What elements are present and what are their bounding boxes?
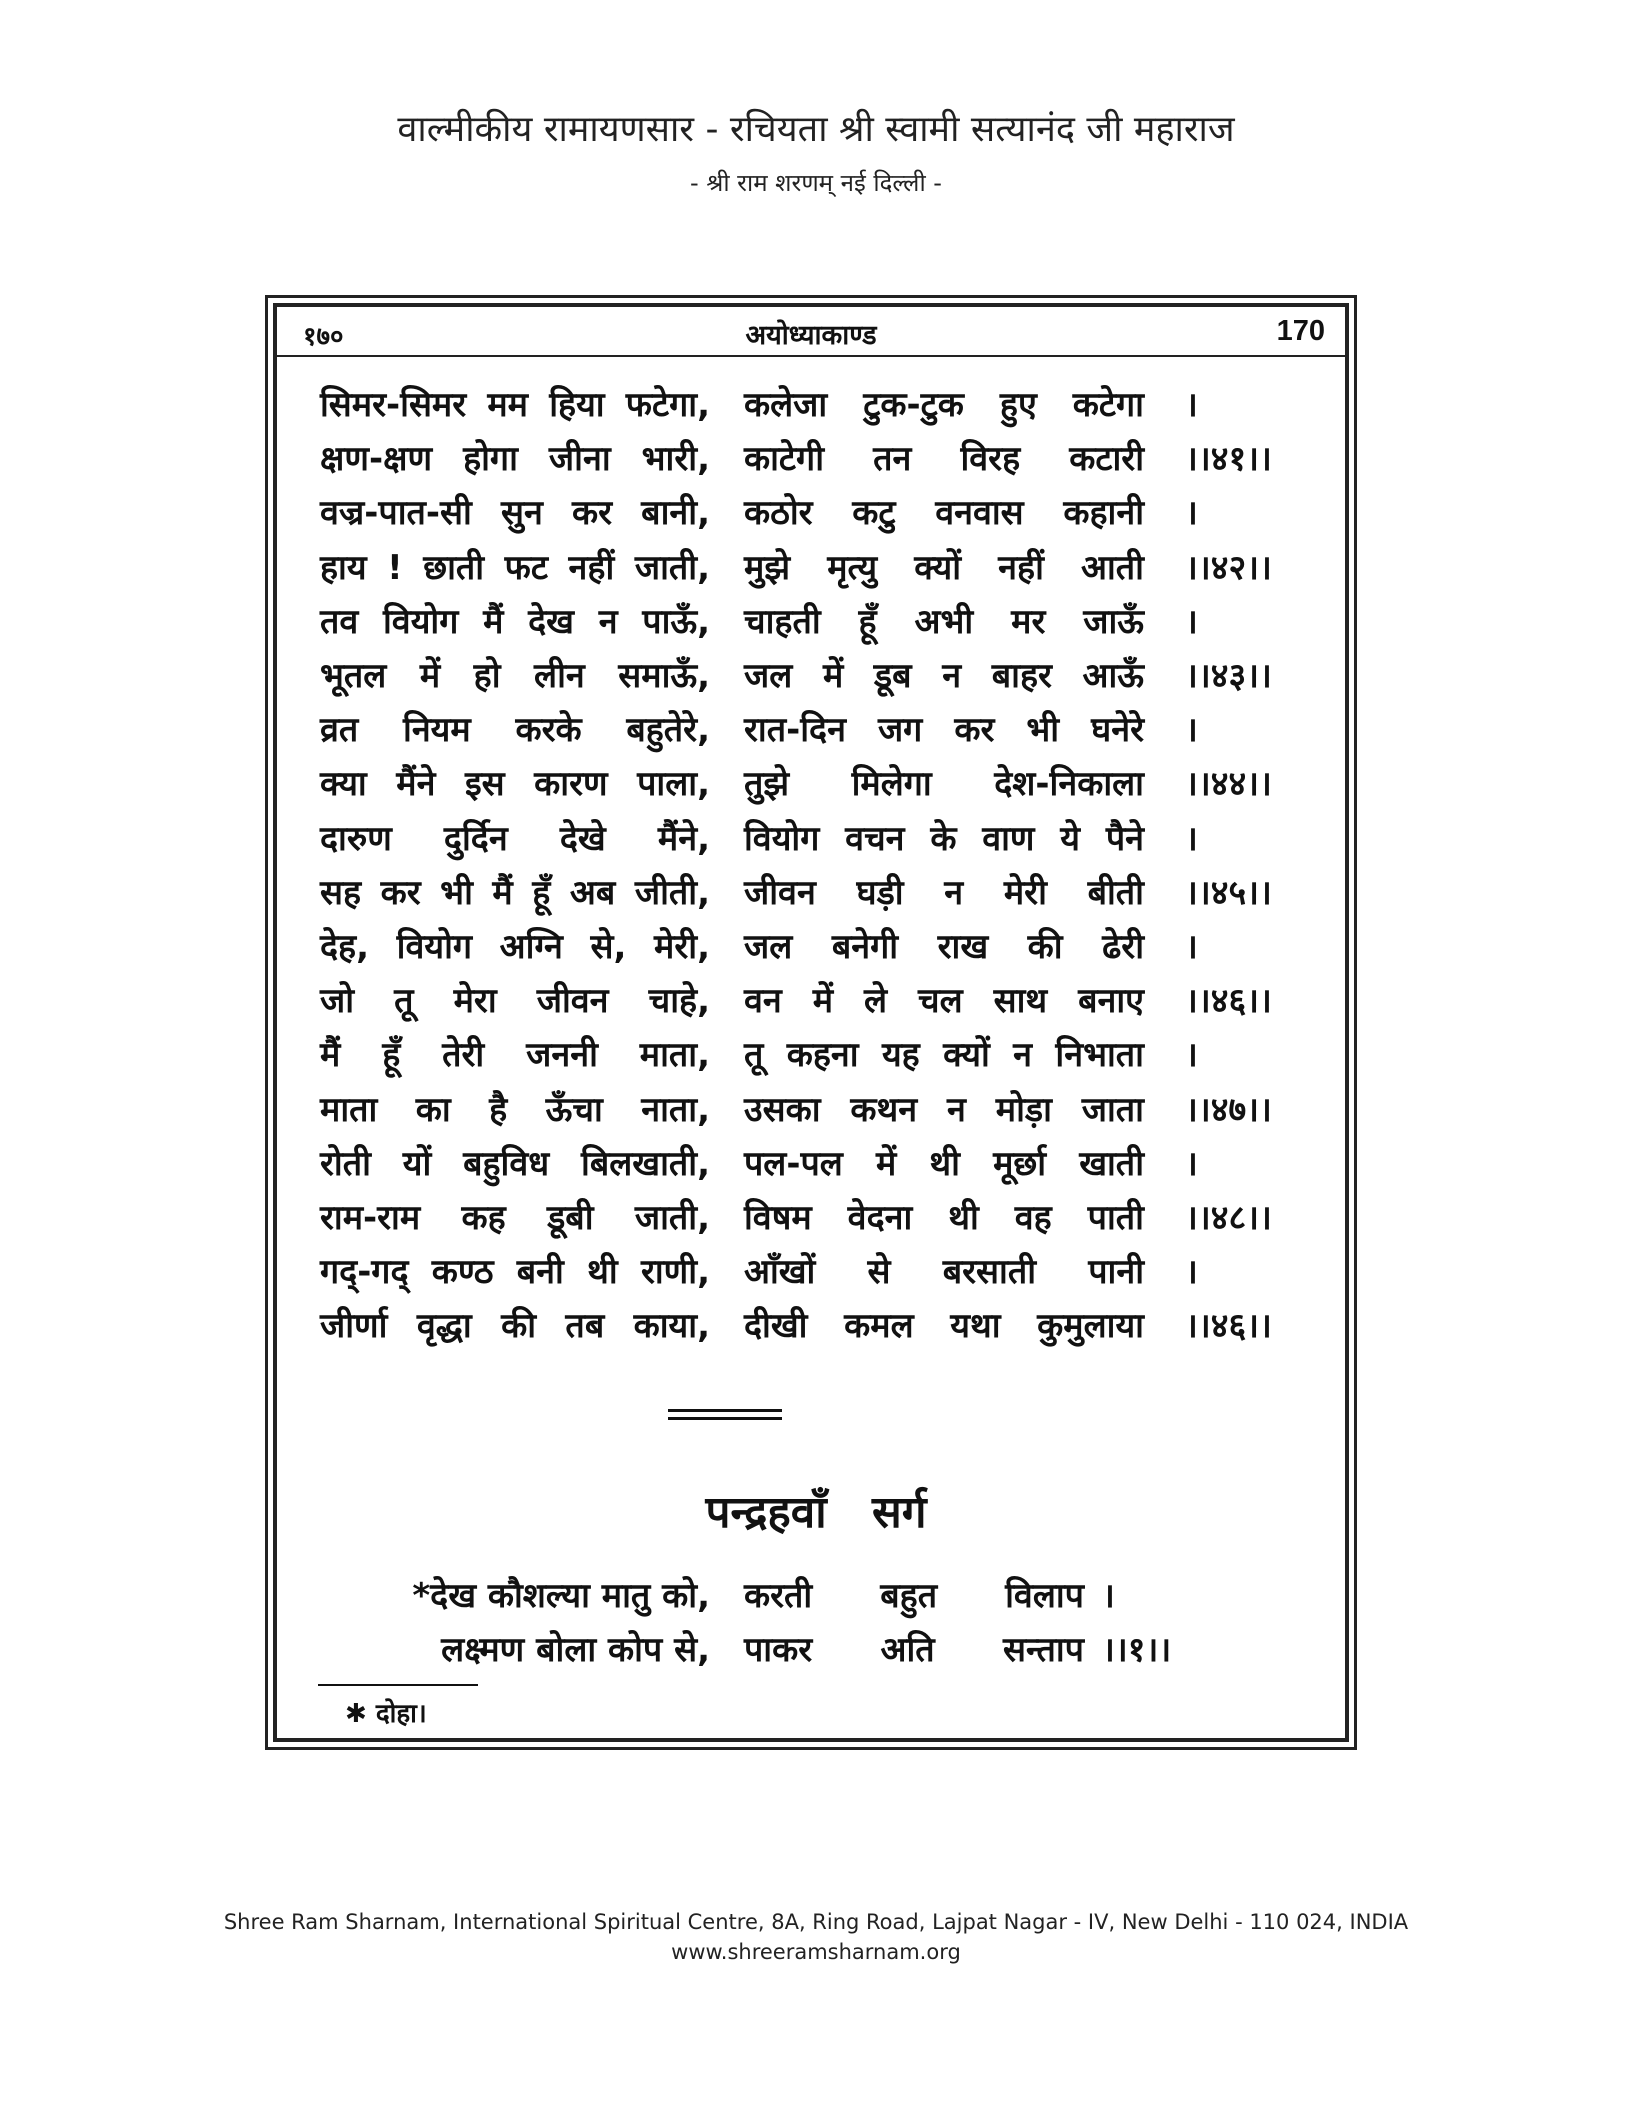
verse-second-half: मुझे मृत्यु क्यों नहीं आती bbox=[744, 547, 1144, 588]
verse-second-half: जल बनेगी राख की ढेरी bbox=[744, 927, 1144, 967]
doha-end-mark: ।।१।। bbox=[1102, 1630, 1172, 1670]
verse-line bbox=[0, 486, 1632, 540]
verse-line bbox=[0, 541, 1632, 595]
verse-second-half: वन में ले चल साथ बनाए bbox=[744, 981, 1144, 1022]
verse-end-mark: ।।४६।। bbox=[1185, 981, 1272, 1022]
verse-end-mark: ।।४७।। bbox=[1185, 1089, 1272, 1130]
verse-line bbox=[0, 595, 1632, 649]
publisher-subtitle: - श्री राम शरणम् नई दिल्ली - bbox=[690, 169, 942, 197]
verse-first-half: क्षण-क्षण होगा जीना भारी, bbox=[320, 439, 710, 480]
doha-second-half: करती बहुत विलाप bbox=[744, 1576, 1084, 1616]
footnote-rule bbox=[318, 1684, 478, 1686]
verse-first-half: माता का है ऊँचा नाता, bbox=[320, 1089, 710, 1130]
verse-second-half: उसका कथन न मोड़ा जाता bbox=[744, 1089, 1144, 1130]
verse-first-half: वज्र-पात-सी सुन कर बानी, bbox=[320, 493, 710, 534]
verse-end-mark: । bbox=[1185, 385, 1198, 425]
verse-second-half: रात-दिन जग कर भी घनेरे bbox=[744, 710, 1144, 751]
verse-first-half: क्या मैंने इस कारण पाला, bbox=[320, 764, 710, 805]
verse-end-mark: । bbox=[1185, 1143, 1198, 1184]
verse-first-half: जो तू मेरा जीवन चाहे, bbox=[320, 981, 710, 1022]
verse-end-mark: । bbox=[1185, 1035, 1198, 1076]
doha-line bbox=[0, 1622, 1632, 1678]
sarga-title: पन्द्रहवाँ सर्ग bbox=[705, 1487, 927, 1538]
verse-first-half: देह, वियोग अग्नि से, मेरी, bbox=[320, 927, 710, 967]
verse-line bbox=[0, 649, 1632, 703]
doha-end-mark: । bbox=[1102, 1576, 1115, 1616]
verse-end-mark: । bbox=[1185, 1252, 1198, 1293]
verse-first-half: तव वियोग मैं देख न पाऊँ, bbox=[320, 601, 710, 642]
verse-first-half: सिमर-सिमर मम हिया फटेगा, bbox=[320, 385, 710, 425]
verse-first-half: राम-राम कह डूबी जाती, bbox=[320, 1198, 710, 1238]
verse-second-half: दीखी कमल यथा कुमुलाया bbox=[744, 1306, 1144, 1347]
page-number-devanagari: १७० bbox=[303, 322, 344, 352]
verse-end-mark: ।।४२।। bbox=[1185, 547, 1272, 588]
doha-first-half: लक्ष्मण बोला कोप से, bbox=[441, 1630, 710, 1670]
verse-line bbox=[0, 1083, 1632, 1137]
verse-second-half: कठोर कटु वनवास कहानी bbox=[744, 493, 1144, 534]
doha-line bbox=[0, 1568, 1632, 1624]
verse-line bbox=[0, 1299, 1632, 1353]
verse-first-half: जीर्णा वृद्धा की तब काया, bbox=[320, 1306, 710, 1347]
page-number: 170 bbox=[1276, 315, 1325, 347]
verse-line bbox=[0, 866, 1632, 920]
page-header-bar bbox=[277, 307, 1345, 357]
verse-end-mark: । bbox=[1185, 493, 1198, 534]
verse-line bbox=[0, 757, 1632, 811]
verse-end-mark: । bbox=[1185, 601, 1198, 642]
verse-second-half: जीवन घड़ी न मेरी बीती bbox=[744, 872, 1144, 913]
verse-line bbox=[0, 1191, 1632, 1245]
doha-first-half: *देख कौशल्या मातु को, bbox=[412, 1576, 710, 1616]
section-title: अयोध्याकाण्ड bbox=[745, 320, 877, 351]
verse-second-half: आँखों से बरसाती पानी bbox=[744, 1252, 1144, 1293]
verse-second-half: तू कहना यह क्यों न निभाता bbox=[744, 1035, 1144, 1076]
verse-end-mark: ।।४५।। bbox=[1185, 872, 1272, 913]
verse-first-half: दारुण दुर्दिन देखे मैंने, bbox=[320, 818, 710, 859]
verse-line bbox=[0, 1137, 1632, 1191]
verse-end-mark: । bbox=[1185, 710, 1198, 751]
verse-end-mark: ।।४६।। bbox=[1185, 1306, 1272, 1347]
verse-second-half: वियोग वचन के वाण ये पैने bbox=[744, 818, 1144, 859]
verse-second-half: विषम वेदना थी वह पाती bbox=[744, 1198, 1144, 1238]
book-title: वाल्मीकीय रामायणसार - रचियता श्री स्वामी सत्यानंद जी महाराज bbox=[397, 109, 1235, 150]
verse-second-half: कलेजा टुक-टुक हुए कटेगा bbox=[744, 385, 1144, 425]
verse-line bbox=[0, 703, 1632, 757]
verse-line bbox=[0, 1245, 1632, 1299]
verse-end-mark: ।।४१।। bbox=[1185, 439, 1272, 480]
footnote: ✱ दोहा। bbox=[345, 1699, 427, 1729]
verse-line bbox=[0, 1028, 1632, 1082]
footer-website: www.shreeramsharnam.org bbox=[671, 1940, 961, 1964]
verse-first-half: हाय ! छाती फट नहीं जाती, bbox=[320, 547, 710, 588]
footer-address: Shree Ram Sharnam, International Spiritual Centre, 8A, Ring Road, Lajpat Nagar - IV, New Delhi - 110 024, INDIA bbox=[223, 1910, 1409, 1934]
verse-line bbox=[0, 812, 1632, 866]
verse-end-mark: । bbox=[1185, 818, 1198, 859]
verse-first-half: सह कर भी मैं हूँ अब जीती, bbox=[320, 872, 710, 913]
verse-first-half: व्रत नियम करके बहुतेरे, bbox=[320, 710, 710, 751]
verse-line bbox=[0, 920, 1632, 974]
verse-end-mark: ।।४३।। bbox=[1185, 656, 1272, 696]
verse-second-half: चाहती हूँ अभी मर जाऊँ bbox=[744, 601, 1144, 642]
verse-end-mark: ।।४८।। bbox=[1185, 1198, 1272, 1238]
verse-first-half: रोती यों बहुविध बिलखाती, bbox=[320, 1143, 710, 1184]
verse-second-half: पल-पल में थी मूर्छा खाती bbox=[744, 1143, 1144, 1184]
verse-end-mark: ।।४४।। bbox=[1185, 764, 1272, 805]
divider-line-top bbox=[668, 1409, 782, 1412]
divider-line-bottom bbox=[668, 1417, 782, 1420]
verse-line bbox=[0, 974, 1632, 1028]
verse-first-half: मैं हूँ तेरी जननी माता, bbox=[320, 1035, 710, 1076]
verse-line bbox=[0, 432, 1632, 486]
verse-second-half: तुझे मिलेगा देश-निकाला bbox=[744, 764, 1144, 805]
verse-line bbox=[0, 378, 1632, 432]
verse-first-half: गद्-गद् कण्ठ बनी थी राणी, bbox=[320, 1252, 710, 1293]
verse-first-half: भूतल में हो लीन समाऊँ, bbox=[320, 656, 710, 696]
verse-end-mark: । bbox=[1185, 927, 1198, 967]
verse-second-half: जल में डूब न बाहर आऊँ bbox=[744, 656, 1144, 696]
verse-second-half: काटेगी तन विरह कटारी bbox=[744, 439, 1144, 480]
doha-second-half: पाकर अति सन्ताप bbox=[744, 1630, 1084, 1670]
